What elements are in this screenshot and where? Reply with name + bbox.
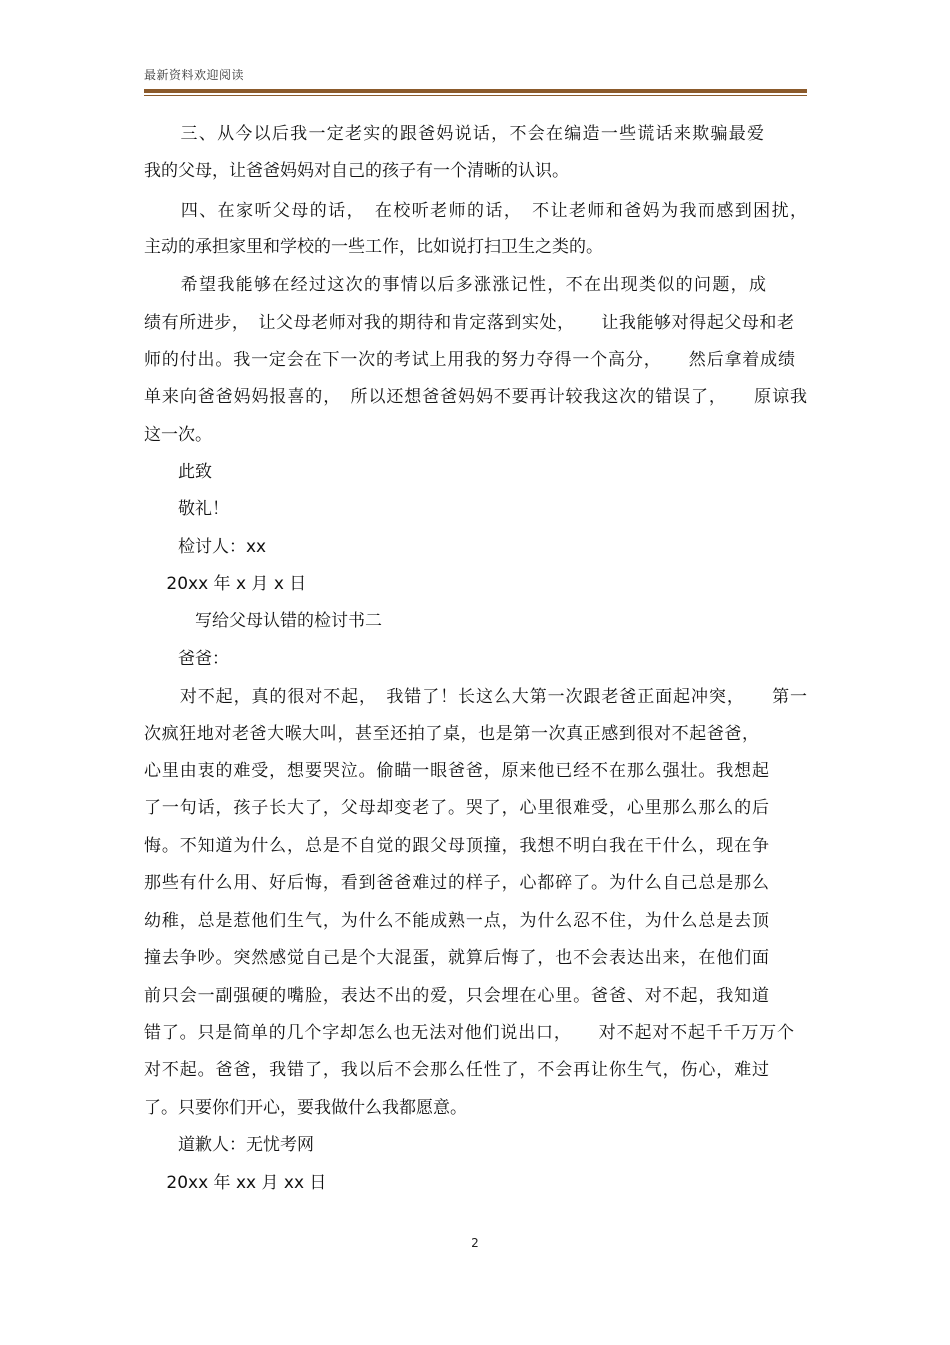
page-number: 2 <box>471 1236 479 1250</box>
text-line: 错了。只是简单的几个字却怎么也无法对他们说出口， 对不起对不起千千万万个 <box>144 1023 794 1043</box>
text-line: 希望我能够在经过这次的事情以后多涨涨记性，不在出现类似的问题，成 <box>144 275 766 295</box>
text-line: 主动的承担家里和学校的一些工作，比如说打扫卫生之类的。 <box>144 237 603 257</box>
text-line: 我的父母，让爸爸妈妈对自己的孩子有一个清晰的认识。 <box>144 161 569 181</box>
text-line: 了一句话，孩子长大了，父母却变老了。哭了，心里很难受，心里那么那么的后 <box>144 798 769 818</box>
header-rule-thin <box>144 95 807 96</box>
text-line: 撞去争吵。突然感觉自己是个大混蛋，就算后悔了，也不会表达出来，在他们面 <box>144 948 769 968</box>
text-line: 次疯狂地对老爸大喉大叫，甚至还拍了桌，也是第一次真正感到很对不起爸爸， <box>144 724 759 744</box>
text-line: 对不起，真的很对不起， 我错了！长这么大第一次跟老爸正面起冲突， 第一 <box>144 687 807 707</box>
closing-salutation: 此致 <box>144 462 212 482</box>
text-line: 师的付出。我一定会在下一次的考试上用我的努力夺得一个高分， 然后拿着成绩 <box>144 350 795 370</box>
signature-line: 检讨人：xx <box>144 537 267 557</box>
header-rule-thick <box>144 89 807 93</box>
text-line: 对不起。爸爸，我错了，我以后不会那么任性了，不会再让你生气，伤心，难过 <box>144 1060 769 1080</box>
text-line: 心里由衷的难受，想要哭泣。偷瞄一眼爸爸，原来他已经不在那么强壮。我想起 <box>144 761 769 781</box>
section-title: 写给父母认错的检讨书二 <box>144 611 382 631</box>
text-line: 幼稚，总是惹他们生气，为什么不能成熟一点，为什么忍不住，为什么总是去顶 <box>144 911 769 931</box>
text-line: 前只会一副强硬的嘴脸，表达不出的爱，只会埋在心里。爸爸、对不起，我知道 <box>144 986 769 1006</box>
text-line: 四、在家听父母的话， 在校听老师的话， 不让老师和爸妈为我而感到困扰， <box>144 201 807 221</box>
date-line: 20xx 年 xx 月 xx 日 <box>144 1173 327 1193</box>
text-line: 三、从今以后我一定老实的跟爸妈说话，不会在编造一些谎话来欺骗最爱 <box>144 124 764 144</box>
closing-regards: 敬礼！ <box>144 499 229 519</box>
text-line: 了。只要你们开心，要我做什么我都愿意。 <box>144 1098 467 1118</box>
text-line: 悔。不知道为什么，总是不自觉的跟父母顶撞，我想不明白我在干什么，现在争 <box>144 836 769 856</box>
letter-greeting: 爸爸： <box>144 649 229 669</box>
text-line: 单来向爸爸妈妈报喜的， 所以还想爸爸妈妈不要再计较我这次的错误了， 原谅我 <box>144 387 807 407</box>
signature-line: 道歉人：无忧考网 <box>144 1135 314 1155</box>
page-header: 最新资料欢迎阅读 <box>144 68 245 82</box>
text-line: 绩有所进步， 让父母老师对我的期待和肯定落到实处， 让我能够对得起父母和老 <box>144 313 794 333</box>
text-line: 这一次。 <box>144 425 212 445</box>
text-line: 那些有什么用、好后悔，看到爸爸难过的样子，心都碎了。为什么自己总是那么 <box>144 873 769 893</box>
date-line: 20xx 年 x 月 x 日 <box>144 574 307 594</box>
